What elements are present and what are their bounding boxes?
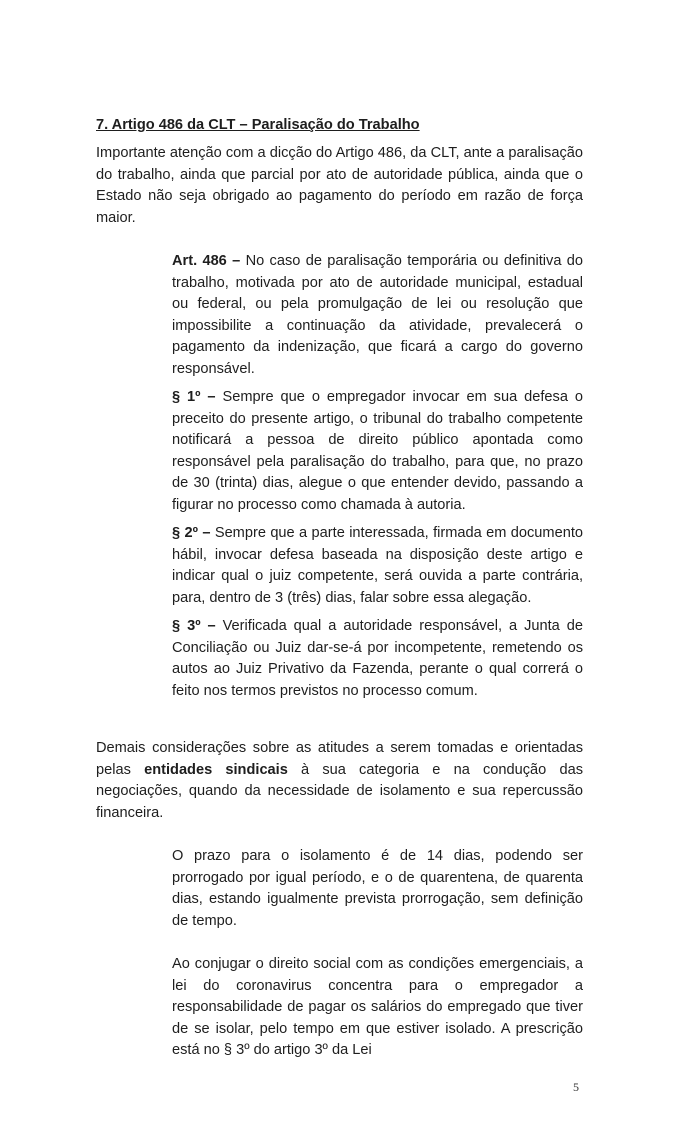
isolation-paragraph: O prazo para o isolamento é de 14 dias, podendo ser prorrogado por igual período, e o de quarentena, de quarenta dias, estando igualmente prevista prorrogação, sem definição de tempo. (172, 848, 583, 929)
paragraph-3-text: Verificada qual a autoridade responsável, a Junta de Conciliação ou Juiz dar-se-á por incompetente, remetendo os autos ao Juiz Privativo da Fazenda, perante o qual correrá o feito nos termos previstos no processo comum. (172, 618, 583, 699)
section-heading: 7. Artigo 486 da CLT – Paralisação do Trabalho (96, 117, 420, 133)
paragraph-1-quote (172, 387, 583, 516)
article-label: Art. 486 – (172, 253, 241, 269)
paragraph-1-text: Sempre que o empregador invocar em sua defesa o preceito do presente artigo, o tribunal do trabalho competente notificará a pessoa de direito público apontada como responsável pela paralisação do trabalho, para que, no prazo de 30 (trinta) dias, alegue o que entender devido, passando a figurar no processo como chamada à autoria. (172, 389, 584, 513)
page-number: 5 (573, 1079, 579, 1094)
paragraph-3-quote (172, 616, 583, 702)
paragraph-1-label: § 1º – (172, 389, 216, 405)
article-text: No caso de paralisação temporária ou definitiva do trabalho, motivada por ato de autoridade municipal, estadual ou federal, ou pela promulgação de lei ou resolução que impossibilite a continuação da atividade, prevalecerá o pagamento da indenização, que ficará a cargo do governo responsável. (172, 253, 583, 377)
intro-paragraph: Importante atenção com a dicção do Artigo 486, da CLT, ante a paralisação do trabalho, ainda que parcial por ato de autoridade pública, ainda que o Estado não seja obrigado ao pagamento do período em razão de força maior. (96, 145, 583, 226)
social-right-paragraph: Ao conjugar o direito social com as condições emergenciais, a lei do coronavirus concentra para o empregador a responsabilidade de pagar os salários do empregado que tiver de se isolar, pelo tempo em que estiver isolado. A prescrição está no § 3º do artigo 3º da Lei (172, 956, 583, 1058)
article-486-quote (172, 251, 583, 380)
paragraph-2-quote (172, 523, 583, 609)
considerations-text-after: à sua categoria e na condução das negociações, quando da necessidade de isolamento e sua repercussão financeira. (96, 761, 584, 821)
paragraph-3-label: § 3º – (172, 618, 216, 634)
considerations-text-before: Demais considerações sobre as atitudes a serem tomadas e orientadas pelas (96, 740, 583, 778)
considerations-paragraph (96, 738, 583, 824)
paragraph-2-label: § 2º – (172, 525, 211, 541)
paragraph-2-text: Sempre que a parte interessada, firmada em documento hábil, invocar defesa baseada na disposição deste artigo e indicar qual o juiz competente, será ouvida a parte contrária, para, dentro de 3 (três) dias, falar sobre essa alegação. (172, 525, 583, 606)
considerations-bold-text: entidades sindicais (144, 761, 288, 778)
